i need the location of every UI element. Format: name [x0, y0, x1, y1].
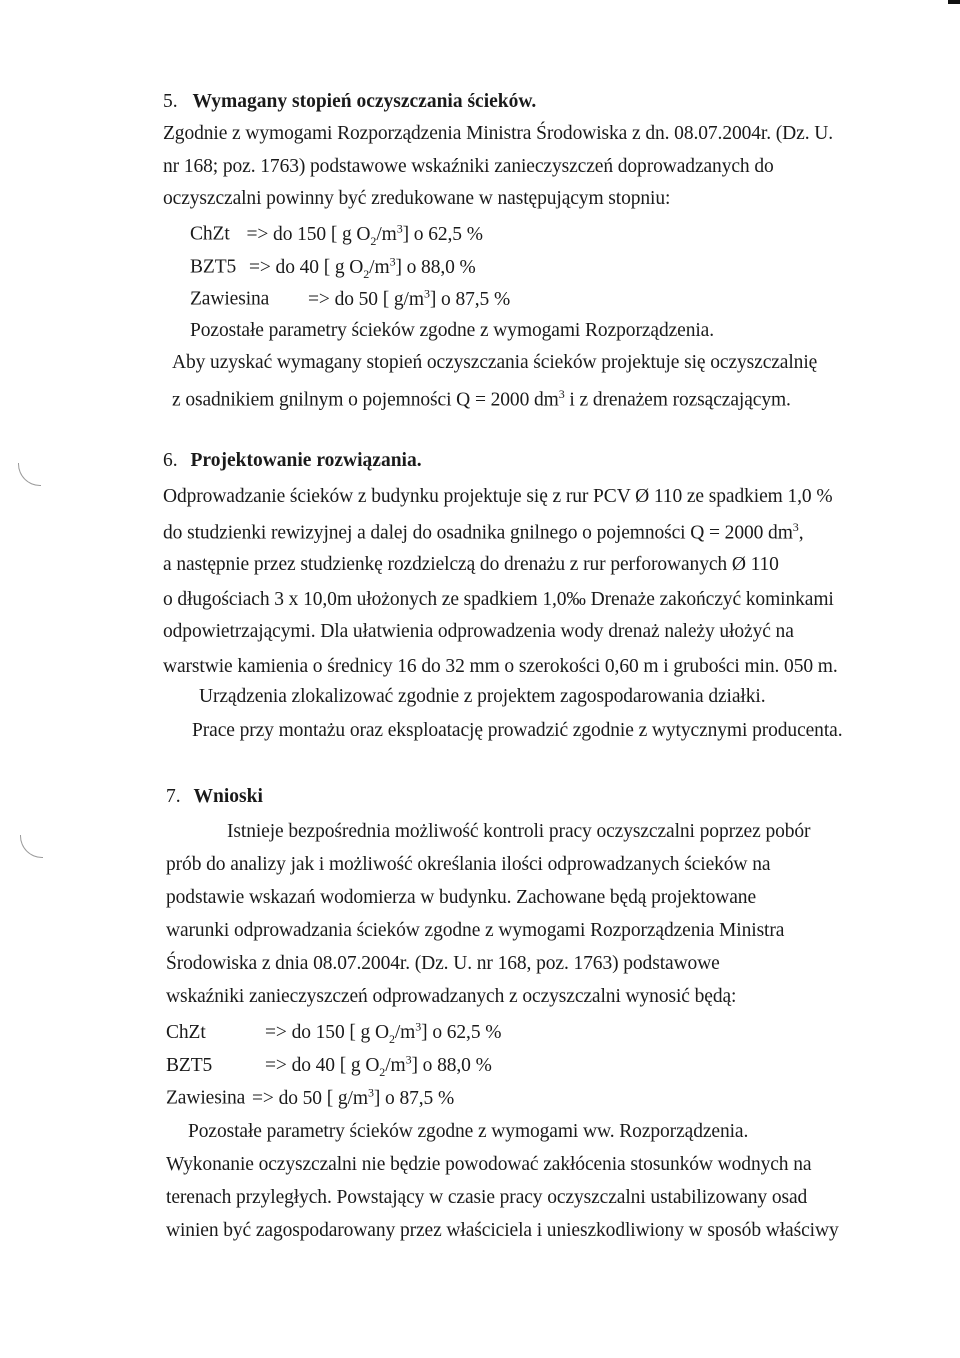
param-value: => do 150 [ g $O_2/m^3$] o 62,5 % — [265, 1019, 502, 1046]
param-value: => do 40 [ g $O_2/m^3$] o 88,0 % — [265, 1052, 492, 1079]
s7-line-6: wskaźniki zanieczyszczeń odprowadzanych z oczyszczalni wynosić będą: — [166, 986, 737, 1007]
s5-line-6: z osadnikiem gnilnym o pojemności Q = 2000 $dm^3$ i z drenażem rozsączającym. — [172, 387, 791, 411]
param-value: => do 50 [ $g/m^3$] o 87,5 % — [308, 286, 511, 310]
param-name: BZT5 — [190, 256, 237, 278]
param-name: BZT5 — [166, 1054, 213, 1076]
s5-line-5: Aby uzyskać wymagany stopień oczyszczania ścieków projektuje się oczyszczalnię — [172, 352, 818, 373]
s6-line-5: odpowietrzającymi. Dla ułatwienia odprowadzenia wody drenaż należy ułożyć na — [163, 621, 794, 642]
section-6-number: 6. — [163, 450, 178, 471]
s6-line-7: Urządzenia zlokalizować zgodnie z projektem zagospodarowania działki. — [199, 686, 766, 707]
s5-zawiesina-row — [190, 287, 510, 309]
section-6-heading — [163, 451, 422, 471]
param-name: ChZt — [166, 1021, 206, 1043]
s7-line-3: podstawie wskazań wodomierza w budynku. Zachowane będą projektowane — [166, 887, 757, 908]
section-5-title: Wymagany stopień oczyszczania ścieków. — [192, 91, 537, 112]
s7-line-4: warunki odprowadzania ścieków zgodne z wymogami Rozporządzenia Ministra — [166, 920, 785, 941]
section-7-title: Wnioski — [193, 786, 263, 807]
s7-line-7: Pozostałe parametry ścieków zgodne z wymogami ww. Rozporządzenia. — [188, 1121, 749, 1142]
s7-line-1: Istnieje bezpośrednia możliwość kontroli pracy oczyszczalni poprzez pobór — [227, 821, 811, 842]
s6-line-2: do studzienki rewizyjnej a dalej do osadnika gnilnego o pojemności Q = 2000 $dm^3$, — [163, 520, 804, 544]
s7-line-9: terenach przyległych. Powstający w czasie pracy oczyszczalni ustabilizowany osad — [166, 1187, 808, 1208]
s5-line-2: nr 168; poz. 1763) podstawowe wskaźniki zanieczyszczeń doprowadzanych do — [163, 156, 774, 177]
param-value: => do 50 [ $g/m^3$] o 87,5 % — [252, 1085, 455, 1109]
s5-line-4: Pozostałe parametry ścieków zgodne z wymogami Rozporządzenia. — [190, 320, 714, 341]
s5-line-1: Zgodnie z wymogami Rozporządzenia Ministra Środowiska z dn. 08.07.2004r. (Dz. U. — [163, 123, 834, 144]
s7-chzt-row — [166, 1020, 501, 1044]
s7-bzt5-row — [166, 1053, 492, 1077]
section-7-heading — [166, 787, 263, 807]
section-6-title: Projektowanie rozwiązania. — [190, 450, 422, 471]
s5-bzt5-row — [190, 255, 476, 279]
param-value: => do 40 [ g $O_2/m^3$] o 88,0 % — [248, 254, 476, 281]
scan-edge-mark — [948, 0, 960, 4]
hole-punch-mark-upper — [18, 463, 41, 486]
s7-line-2: prób do analizy jak i możliwość określania ilości odprowadzanych ścieków na — [166, 854, 771, 875]
section-5-number: 5. — [163, 91, 178, 112]
s7-line-8: Wykonanie oczyszczalni nie będzie powodować zakłócenia stosunków wodnych na — [166, 1154, 812, 1175]
s6-line-6: warstwie kamienia o średnicy 16 do 32 mm o szerokości 0,60 m i grubości min. 050 m. — [163, 656, 838, 677]
section-7-number: 7. — [166, 786, 181, 807]
s6-line-1: Odprowadzanie ścieków z budynku projektuje się z rur PCV Ø 110 ze spadkiem 1,0 % — [163, 486, 833, 507]
s5-line-3: oczyszczalni powinny być zredukowane w następującym stopniu: — [163, 188, 671, 209]
s7-line-10: winien być zagospodarowany przez właściciela i unieszkodliwiony w sposób właściwy — [166, 1220, 839, 1241]
param-name: Zawiesina — [190, 288, 270, 310]
section-5-heading — [163, 92, 536, 112]
param-name: ChZt — [190, 223, 230, 245]
param-name: Zawiesina — [166, 1087, 246, 1109]
s6-line-4: o długościach 3 x 10,0m ułożonych ze spadkiem 1,0‰ Drenaże zakończyć kominkami — [163, 589, 834, 610]
param-value: => do 150 [ g $O_2/m^3$] o 62,5 % — [246, 221, 483, 248]
s5-chzt-row — [190, 222, 483, 246]
hole-punch-mark-lower — [20, 835, 43, 858]
s6-line-3: a następnie przez studzienkę rozdzielczą do drenażu z rur perforowanych Ø 110 — [163, 554, 779, 575]
s6-line-8: Prace przy montażu oraz eksploatację prowadzić zgodnie z wytycznymi producenta. — [192, 720, 843, 741]
s7-line-5: Środowiska z dnia 08.07.2004r. (Dz. U. nr 168, poz. 1763) podstawowe — [166, 953, 720, 974]
s7-zawiesina-row — [166, 1086, 454, 1108]
